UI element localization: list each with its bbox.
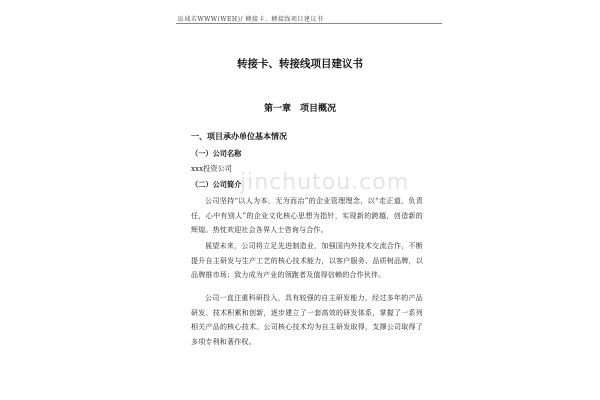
company-name-value: xxx投资公司 xyxy=(191,164,232,173)
running-header: 區域若WWW(WEH)/ 轉接卡、轉接线项目建议书 xyxy=(178,16,324,23)
paragraph-1: 公司坚持“以人为本，无为而治”的企业管理理念，以“走正道，负责任，心中有别人”的企业文化核心思想为指针，实现新的跨越，创造新的辉煌。热忱欢迎社会各界人士咨询与合作。 xyxy=(191,197,423,234)
chapter-heading: 第一章 项目概况 xyxy=(263,104,336,114)
subsection-company-name: （一）公司名称 xyxy=(191,149,242,158)
paragraph-3: 公司一直注重科研投入，具有较强的自主研发能力，经过多年的产品研发、技术积累和创新，逐步建立了一套高效的研发体系，掌握了一系列相关产品的核心技术。公司核心技术均为自主研发取得，支撑公司取得了多项专利和著作权。 xyxy=(191,294,423,346)
header-divider xyxy=(176,23,442,24)
section-heading: 一、项目承办单位基本情况 xyxy=(191,132,287,141)
subsection-company-intro: （二）公司简介 xyxy=(191,180,242,189)
document-title: 转接卡、转接线项目建议书 xyxy=(237,58,363,70)
watermark-text: jinchutou.com xyxy=(240,170,410,195)
paragraph-2: 展望未来，公司将立足先进制造业，加强国内外技术交流合作，不断提升自主研发与生产工艺的核心技术能力，以客户服务、品质树品牌，以品牌推市场；致力成为产业的领跑者及值得信赖的合作伙伴。 xyxy=(191,242,423,279)
